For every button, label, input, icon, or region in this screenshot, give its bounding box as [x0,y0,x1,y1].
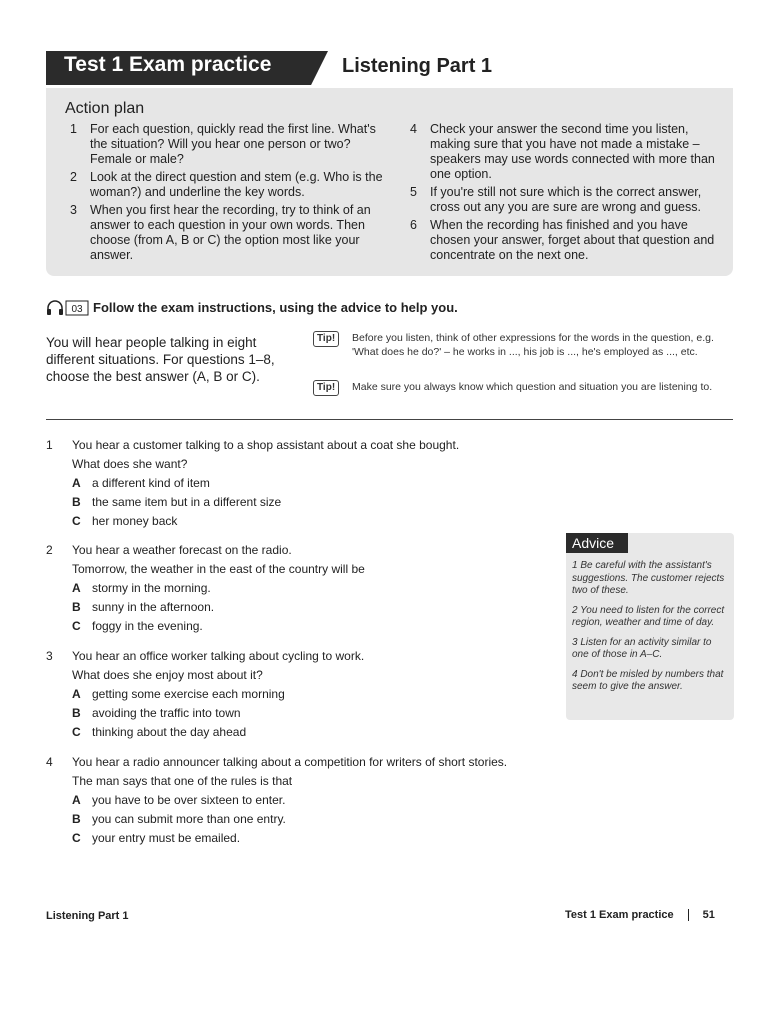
question-stem: What does she want? [72,457,188,471]
page-number: 51 [702,909,715,921]
action-plan-text: When the recording has finished and you have chosen your answer, forget about that question and concentrate on the next one. [430,218,715,262]
tip-box [313,380,733,410]
question-number: 4 [46,755,53,769]
action-plan-text: For each question, quickly read the first line. What's the situation? Will you hear one person or two? Female or male? [90,122,376,166]
action-plan-number: 4 [410,122,417,136]
answer-option-c[interactable]: C her money back [72,514,178,528]
question-stem: What does she enjoy most about it? [72,668,263,682]
action-plan-text: When you first hear the recording, try to think of an answer to each question in your own words. Then choose (from A, B or C) the option most like your answer. [90,203,371,262]
exam-instructions [46,298,746,320]
question-number: 1 [46,438,53,452]
footer-separator [688,909,689,921]
action-plan-item [410,122,730,182]
answer-option-c[interactable]: C foggy in the evening. [72,619,203,633]
footer-right [565,909,715,921]
answer-option-b[interactable]: B avoiding the traffic into town [72,706,241,720]
question-situation: You hear a radio announcer talking about a competition for writers of short stories. [72,755,508,769]
footer-section: Listening Part 1 [46,910,129,922]
tip-box [313,331,733,373]
question-situation: You hear a customer talking to a shop assistant about a coat she bought. [72,438,460,452]
tip-label: Tip! [313,380,339,396]
answer-option-a[interactable]: A you have to be over sixteen to enter. [72,793,286,807]
section-title: Listening Part 1 [342,55,493,77]
action-plan-right-column [410,122,730,266]
action-plan-number: 5 [410,185,417,199]
action-plan-text: Check your answer the second time you listen, making sure that you have not made a mistake – speakers may use words connected with more than one option. [430,122,715,181]
action-plan-item [410,218,730,263]
advice-label: Advice [566,533,628,553]
answer-option-a[interactable]: A stormy in the morning. [72,581,211,595]
action-plan-heading: Action plan [65,100,145,117]
answer-option-b[interactable]: B the same item but in a different size [72,495,282,509]
advice-item: 2 You need to listen for the correct region, weather and time of day. [572,604,725,628]
question-number: 2 [46,543,53,557]
advice-item: 1 Be careful with the assistant's suggestions. The customer rejects two of these. [572,560,725,596]
answer-option-a[interactable]: A getting some exercise each morning [72,687,285,701]
action-plan-number: 6 [410,218,417,232]
action-plan-number: 1 [70,122,77,136]
answer-option-c[interactable]: C thinking about the day ahead [72,725,247,739]
answer-option-b[interactable]: B you can submit more than one entry. [72,812,286,826]
action-plan-left-column [70,122,390,266]
action-plan-item [410,185,730,215]
footer-test-title: Test 1 Exam practice [565,909,674,921]
advice-item: 3 Listen for an activity similar to one of those in A–C. [572,636,712,660]
action-plan-item [70,203,390,263]
section-divider [46,419,733,420]
action-plan-item [70,170,390,200]
answer-option-c[interactable]: C your entry must be emailed. [72,831,241,845]
track-number: 03 [71,304,83,315]
question-stem: The man says that one of the rules is that [72,774,293,788]
answer-option-a[interactable]: A a different kind of item [72,476,210,490]
action-plan-item [70,122,390,167]
instructions-text: Follow the exam instructions, using the advice to help you. [93,300,458,315]
action-plan-text: Look at the direct question and stem (e.g. Who is the woman?) and underline the key words. [90,170,383,199]
tip-text: Before you listen, think of other expressions for the words in the question, e.g. 'What does he do?' – he works in ..., his job is ..., he's employed as ..., etc. [352,332,714,358]
question-situation: You hear an office worker talking about cycling to work. [72,649,365,663]
answer-option-b[interactable]: B sunny in the afternoon. [72,600,215,614]
question-number: 3 [46,649,53,663]
advice-list [572,560,730,701]
headphones-icon [46,300,90,316]
advice-item: 4 Don't be misled by numbers that seem to give the answer. [572,668,724,692]
tip-label: Tip! [313,331,339,347]
intro-text: You will hear people talking in eight different situations. For questions 1–8, choose the best answer (A, B or C). [46,335,275,384]
tip-text: Make sure you always know which question and situation you are listening to. [352,381,713,393]
action-plan-number: 2 [70,170,77,184]
action-plan-text: If you're still not sure which is the correct answer, cross out any you are sure are wrong and guess. [430,185,702,214]
action-plan-number: 3 [70,203,77,217]
page-title: Test 1 Exam practice [64,53,272,76]
question-stem: Tomorrow, the weather in the east of the country will be [72,562,365,576]
question-situation: You hear a weather forecast on the radio. [72,543,292,557]
